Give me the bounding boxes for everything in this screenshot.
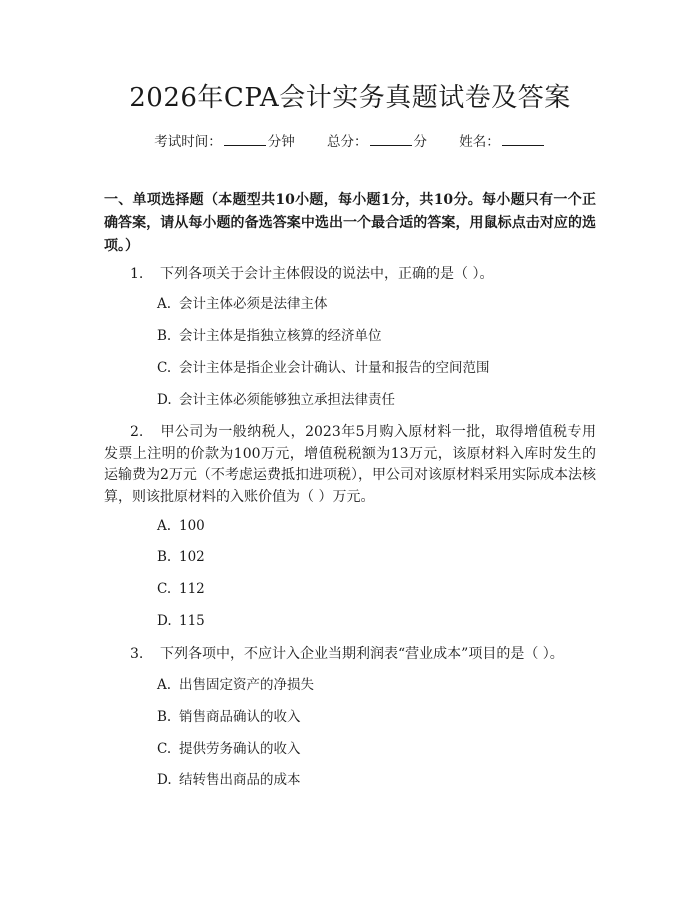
option-text: 销售商品确认的收入 xyxy=(179,709,301,725)
option-text: 会计主体是指独立核算的经济单位 xyxy=(179,328,382,344)
question-text: 下列各项关于会计主体假设的说法中，正确的是（ ）。 xyxy=(160,266,494,282)
question-number: 3. xyxy=(130,646,144,662)
option-letter: B. xyxy=(157,328,172,344)
question-number: 2. xyxy=(130,424,144,440)
total-score xyxy=(327,131,427,152)
option-text: 112 xyxy=(179,581,205,597)
option-letter: B. xyxy=(157,549,172,565)
question-text: 甲公司为一般纳税人，2023年5月购入原材料一批，取得增值税专用发票上注明的价款为100万元，增值税税额为13万元，该原材料入库时发生的运输费为2万元（不考虑运费抵扣进项税），甲公司对该原材料采用实际成本法核算，则该批原材料的入账价值为（ ）万元。 xyxy=(104,424,596,505)
question-3-option-c[interactable] xyxy=(157,739,301,759)
question-2-option-d[interactable] xyxy=(157,611,205,631)
option-text: 出售固定资产的净损失 xyxy=(179,677,314,693)
total-score-label: 总分： xyxy=(327,134,368,150)
question-text: 下列各项中，不应计入企业当期利润表“营业成本”项目的是（ ）。 xyxy=(160,646,564,662)
option-text: 会计主体必须能够独立承担法律责任 xyxy=(179,392,395,408)
option-letter: D. xyxy=(157,613,172,629)
option-letter: C. xyxy=(157,581,172,597)
question-1 xyxy=(104,264,596,286)
option-text: 结转售出商品的成本 xyxy=(179,772,301,788)
question-2-option-c[interactable] xyxy=(157,579,205,599)
question-3-option-b[interactable] xyxy=(157,707,301,727)
question-1-option-a[interactable] xyxy=(157,294,328,314)
question-3 xyxy=(104,644,596,666)
question-3-option-a[interactable] xyxy=(157,675,314,695)
option-letter: A. xyxy=(157,677,172,693)
option-text: 100 xyxy=(179,518,205,534)
option-text: 115 xyxy=(179,613,205,629)
exam-time-label: 考试时间： xyxy=(154,134,222,150)
exam-time-blank xyxy=(224,131,266,146)
total-score-blank xyxy=(370,131,412,146)
exam-time-unit: 分钟 xyxy=(267,134,295,150)
option-letter: C. xyxy=(157,360,172,376)
total-score-unit: 分 xyxy=(413,134,427,150)
question-3-option-d[interactable] xyxy=(157,770,301,790)
question-1-option-c[interactable] xyxy=(157,358,490,378)
option-text: 会计主体是指企业会计确认、计量和报告的空间范围 xyxy=(179,360,490,376)
option-letter: C. xyxy=(157,741,172,757)
student-name-label: 姓名： xyxy=(459,134,500,150)
student-name xyxy=(459,131,546,152)
option-text: 提供劳务确认的收入 xyxy=(179,741,301,757)
student-name-blank xyxy=(502,131,544,146)
option-letter: D. xyxy=(157,772,172,788)
exam-time xyxy=(154,131,295,152)
option-letter: D. xyxy=(157,392,172,408)
question-number: 1. xyxy=(130,266,144,282)
question-2 xyxy=(104,422,596,508)
question-2-option-b[interactable] xyxy=(157,547,205,567)
option-letter: B. xyxy=(157,709,172,725)
exam-info-line xyxy=(0,131,700,152)
option-letter: A. xyxy=(157,518,172,534)
option-letter: A. xyxy=(157,296,172,312)
question-2-option-a[interactable] xyxy=(157,516,205,536)
section-heading: 一、单项选择题（本题型共10小题，每小题1分，共10分。每小题只有一个正确答案，请从每小题的备选答案中选出一个最合适的答案，用鼠标点击对应的选项。） xyxy=(104,192,596,254)
option-text: 102 xyxy=(179,549,205,565)
page-title: 2026年CPA会计实务真题试卷及答案 xyxy=(129,83,571,113)
question-1-option-b[interactable] xyxy=(157,326,382,346)
question-1-option-d[interactable] xyxy=(157,390,395,410)
option-text: 会计主体必须是法律主体 xyxy=(179,296,328,312)
